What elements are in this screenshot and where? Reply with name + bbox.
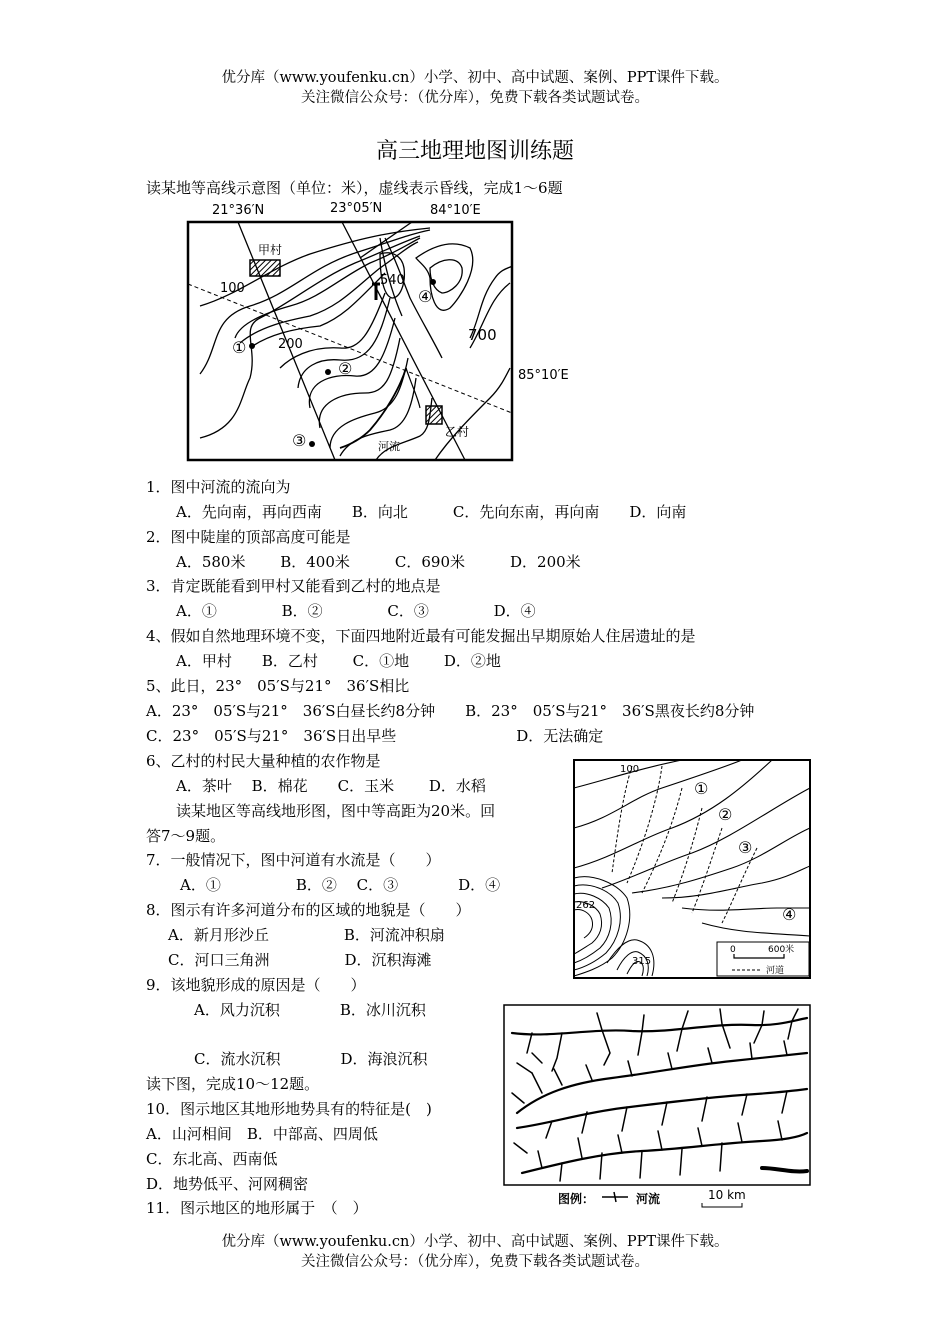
map2-scale-600: 600米 — [768, 945, 795, 955]
q10-option-ab: A．山河相间 B．中部高、四周低 — [146, 1125, 378, 1143]
lon-label-1: 84°10′E — [430, 203, 481, 218]
q5-options-cd: C．23° 05′S与21° 36′S日出早些 D．无法确定 — [146, 727, 604, 745]
intro-text: 读某地等高线示意图（单位：米），虚线表示昏线，完成1～6题 — [146, 179, 563, 197]
footer-line-2: 关注微信公众号：（优分库），免费下载各类试题试卷。 — [301, 1254, 649, 1270]
map2-point-1: ① — [694, 779, 709, 798]
q11-stem: 11．图示地区的地形属于 （ ） — [146, 1199, 368, 1217]
map2-point-2: ② — [718, 805, 733, 824]
q3-options: A．① B．② C．③ D．④ — [176, 602, 536, 620]
point-1-dot — [249, 343, 255, 349]
map3-scale-label: 10 km — [708, 1188, 746, 1202]
point-2-label: ② — [338, 359, 353, 378]
map3-legend-river-icon — [602, 1192, 628, 1202]
map2-point-3: ③ — [738, 838, 753, 857]
point-2-dot — [325, 369, 331, 375]
q4-stem: 4、假如自然地理环境不变，下面四地附近最有可能发掘出早期原始人住居遗址的是 — [146, 627, 696, 645]
point-3-dot — [309, 441, 315, 447]
point-4-dot — [430, 279, 436, 285]
map2-contour-262: 262 — [576, 900, 596, 911]
q1-options: A．先向南，再向西南 B．向北 C．先向东南，再向南 D．向南 — [176, 503, 687, 521]
q1-stem: 1．图中河流的流向为 — [146, 478, 291, 496]
map2-contour-315: 315 — [632, 956, 652, 967]
q10-stem: 10．图示地区其地形地势具有的特征是( ) — [146, 1100, 432, 1118]
q4-options: A．甲村 B．乙村 C．①地 D．②地 — [176, 652, 501, 670]
intro-7-9-a: 读某地区等高线地形图，图中等高距为20米。回 — [176, 802, 496, 820]
intro-7-9-b: 答7～9题。 — [146, 827, 226, 845]
river-label: 河流 — [378, 440, 400, 453]
contour-map-2 — [572, 758, 812, 980]
q10-option-d: D．地势低平、河网稠密 — [146, 1175, 309, 1193]
point-4-label: ④ — [418, 287, 433, 306]
q7-stem: 7．一般情况下，图中河道有水流是（ ） — [146, 851, 441, 869]
village-b-label: 乙村 — [445, 425, 470, 439]
map3-legend-label: 图例： — [558, 1192, 595, 1206]
intro-10-12: 读下图，完成10～12题。 — [146, 1075, 320, 1093]
q5-options-ab: A．23° 05′S与21° 36′S白昼长约8分钟 B．23° 05′S与21° 36′S黑夜长约8分钟 — [146, 702, 755, 720]
q9-stem: 9．该地貌形成的原因是（ ） — [146, 976, 366, 994]
river-map-3 — [502, 1003, 814, 1209]
q6-options: A．茶叶 B．棉花 C．玉米 D．水稻 — [176, 777, 486, 795]
q5-stem: 5、此日，23° 05′S与21° 36′S相比 — [146, 677, 410, 695]
q7-options: A．① B．② C．③ D．④ — [180, 876, 501, 894]
lat-label-2: 23°05′N — [330, 201, 383, 216]
map3-frame — [504, 1005, 810, 1185]
point-3-label: ③ — [292, 431, 307, 450]
lon-label-2: 85°10′E — [518, 368, 569, 383]
header-line-2: 关注微信公众号：（优分库），免费下载各类试题试卷。 — [301, 90, 649, 106]
map2-scale-0: 0 — [730, 945, 736, 955]
footer-line-1: 优分库（www.youfenku.cn）小学、初中、高中试题、案例、PPT课件下载。 — [221, 1234, 729, 1250]
q9-options-ab: A．风力沉积 B．冰川沉积 — [194, 1001, 426, 1019]
q8-stem: 8．图示有许多河道分布的区域的地貌是（ ） — [146, 901, 471, 919]
q8-options-cd: C．河口三角洲 D．沉积海滩 — [168, 951, 432, 969]
village-b-icon — [426, 406, 442, 424]
map3-scale-bar — [702, 1203, 742, 1207]
point-1-label: ① — [232, 338, 247, 357]
q9-options-cd: C．流水沉积 D．海浪沉积 — [194, 1050, 428, 1068]
village-a-icon — [250, 260, 280, 276]
map2-legend-river: 河道 — [766, 966, 785, 976]
contour-540-label: 540 — [380, 273, 405, 288]
contour-700-label: 700 — [468, 326, 497, 344]
map3-legend-river: 河流 — [636, 1192, 661, 1206]
map2-contour-100: 100 — [620, 764, 640, 775]
q6-stem: 6、乙村的村民大量种植的农作物是 — [146, 752, 381, 770]
contour-100-label: 100 — [220, 281, 245, 296]
q8-options-ab: A．新月形沙丘 B．河流冲积扇 — [168, 926, 445, 944]
lat-label-1: 21°36′N — [212, 203, 265, 218]
q3-stem: 3．肯定既能看到甲村又能看到乙村的地点是 — [146, 577, 441, 595]
header-line-1: 优分库（www.youfenku.cn）小学、初中、高中试题、案例、PPT课件下载。 — [221, 70, 729, 86]
map2-point-4: ④ — [782, 905, 797, 924]
contour-map-1 — [180, 198, 600, 466]
page-title: 高三地理地图训练题 — [375, 139, 574, 164]
village-a-label: 甲村 — [258, 243, 283, 257]
q10-option-c: C．东北高、西南低 — [146, 1150, 278, 1168]
q2-stem: 2．图中陡崖的顶部高度可能是 — [146, 528, 351, 546]
contour-200-label: 200 — [278, 337, 303, 352]
q2-options: A．580米 B．400米 C．690米 D．200米 — [176, 553, 581, 571]
